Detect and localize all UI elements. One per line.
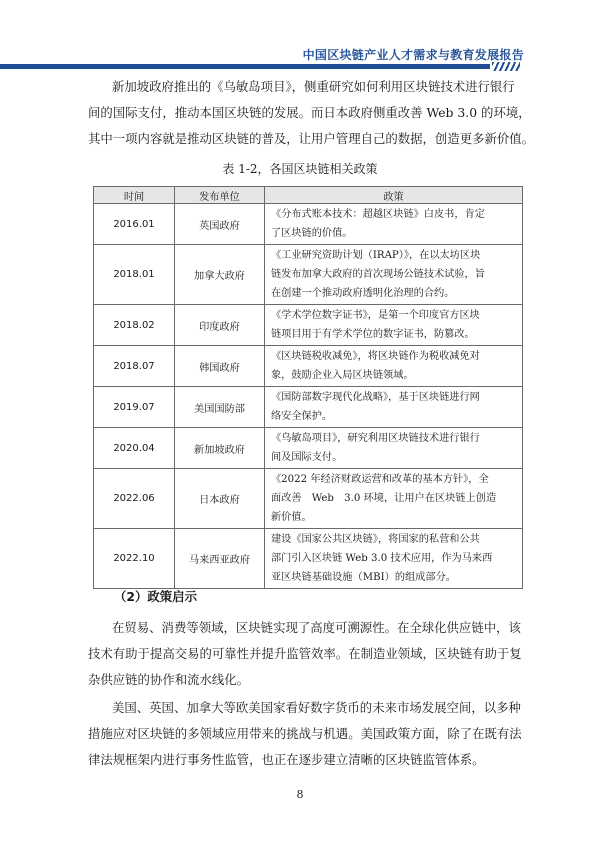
body-paragraph-1 bbox=[88, 615, 522, 693]
policy-table bbox=[93, 186, 523, 589]
policy-line: 《学术学位数字证书》，是第一个印度官方区块 bbox=[271, 310, 480, 321]
policy-line: 亚区块链基础设施（MBI）的组成部分。 bbox=[271, 572, 456, 583]
header-stripes-decoration bbox=[492, 62, 520, 71]
intro-line: 新加坡政府推出的《乌敏岛项目》，侧重研究如何利用区块链技术进行银行 bbox=[112, 79, 515, 94]
table-row bbox=[94, 245, 523, 305]
policy-line: 面改善 Web 3.0 环境，让用户在区块链上创造 bbox=[271, 493, 497, 504]
intro-line: 间的国际支付，推动本国区块链的发展。而日本政府侧重改善 Web 3.0 的环境， bbox=[88, 105, 531, 120]
policy-line: 《乌敏岛项目》，研究利用区块链技术进行银行 bbox=[271, 433, 480, 444]
table-row bbox=[94, 469, 523, 529]
cell-time: 2022.10 bbox=[94, 529, 175, 589]
policy-line: 新价值。 bbox=[271, 512, 312, 523]
policy-line: 在创建一个推动政府透明化治理的合约。 bbox=[271, 288, 455, 299]
cell-org: 加拿大政府 bbox=[175, 245, 265, 305]
policy-line: 《工业研究资助计划（IRAP）》，在以太坊区块 bbox=[271, 250, 481, 261]
cell-policy bbox=[265, 469, 523, 529]
policy-line: 《国防部数字现代化战略》，基于区块链进行网 bbox=[271, 392, 480, 403]
policy-line: 链项目用于有学术学位的数字证书，防篡改。 bbox=[271, 329, 475, 340]
table-header-row bbox=[94, 187, 523, 204]
table-row bbox=[94, 529, 523, 589]
cell-time: 2016.01 bbox=[94, 204, 175, 245]
body-line: 在贸易、消费等领域，区块链实现了高度可溯源性。在全球化供应链中，该 bbox=[112, 620, 521, 635]
cell-policy bbox=[265, 204, 523, 245]
cell-org: 美国国防部 bbox=[175, 387, 265, 428]
policy-line: 络安全保护。 bbox=[271, 411, 333, 422]
body-line: 律法规框架内进行事务性监管，也正在逐步建立清晰的区块链监管体系。 bbox=[88, 752, 485, 767]
cell-time: 2020.04 bbox=[94, 428, 175, 469]
table-row bbox=[94, 428, 523, 469]
table-caption: 表 1-2，各国区块链相关政策 bbox=[222, 162, 378, 176]
table-row bbox=[94, 204, 523, 245]
intro-paragraph bbox=[88, 74, 535, 152]
table-row bbox=[94, 387, 523, 428]
cell-policy bbox=[265, 387, 523, 428]
body-line: 技术有助于提高交易的可靠性并提升监管效率。在制造业领域，区块链有助于复 bbox=[88, 646, 522, 661]
cell-org: 日本政府 bbox=[175, 469, 265, 529]
policy-line: 了区块链的价值。 bbox=[271, 228, 353, 239]
table-row bbox=[94, 346, 523, 387]
policy-line: 《2022 年经济财政运营和改革的基本方针》，全 bbox=[271, 474, 489, 485]
body-paragraph-2 bbox=[88, 695, 522, 773]
policy-line: 建设《国家公共区块链》，将国家的私营和公共 bbox=[271, 534, 480, 545]
cell-time: 2022.06 bbox=[94, 469, 175, 529]
cell-org: 英国政府 bbox=[175, 204, 265, 245]
policy-line: 《区块链税收减免》，将区块链作为税收减免对 bbox=[271, 351, 480, 362]
cell-policy bbox=[265, 428, 523, 469]
policy-line: 部门引入区块链 Web 3.0 技术应用，作为马来西 bbox=[271, 553, 493, 564]
cell-time: 2019.07 bbox=[94, 387, 175, 428]
policy-line: 《分布式账本技术：超越区块链》白皮书，肯定 bbox=[271, 209, 485, 220]
cell-policy bbox=[265, 305, 523, 346]
report-header-title: 中国区块链产业人才需求与教育发展报告 bbox=[302, 48, 524, 62]
cell-org: 韩国政府 bbox=[175, 346, 265, 387]
column-header-org: 发布单位 bbox=[175, 187, 265, 204]
section-heading: （2）政策启示 bbox=[114, 589, 197, 604]
body-line: 美国、英国、加拿大等欧美国家看好数字货币的未来市场发展空间，以多种 bbox=[112, 700, 521, 715]
cell-policy bbox=[265, 346, 523, 387]
cell-time: 2018.07 bbox=[94, 346, 175, 387]
cell-time: 2018.01 bbox=[94, 245, 175, 305]
header-rule bbox=[0, 64, 490, 69]
policy-line: 链发布加拿大政府的首次现场公链技术试验，旨 bbox=[271, 269, 485, 280]
cell-policy bbox=[265, 529, 523, 589]
body-line: 措施应对区块链的多领域应用带来的挑战与机遇。美国政策方面，除了在既有法 bbox=[88, 726, 522, 741]
body-line: 杂供应链的协作和流水线化。 bbox=[88, 672, 250, 687]
cell-org: 印度政府 bbox=[175, 305, 265, 346]
intro-line: 其中一项内容就是推动区块链的普及，让用户管理自己的数据，创造更多新价值。 bbox=[88, 131, 535, 146]
column-header-time: 时间 bbox=[94, 187, 175, 204]
cell-org: 新加坡政府 bbox=[175, 428, 265, 469]
policy-line: 间及国际支付。 bbox=[271, 452, 343, 463]
page-number: 8 bbox=[296, 788, 304, 801]
policy-line: 象，鼓励企业入局区块链领域。 bbox=[271, 370, 414, 381]
cell-org: 马来西亚政府 bbox=[175, 529, 265, 589]
cell-time: 2018.02 bbox=[94, 305, 175, 346]
column-header-policy: 政策 bbox=[265, 187, 523, 204]
cell-policy bbox=[265, 245, 523, 305]
table-row bbox=[94, 305, 523, 346]
